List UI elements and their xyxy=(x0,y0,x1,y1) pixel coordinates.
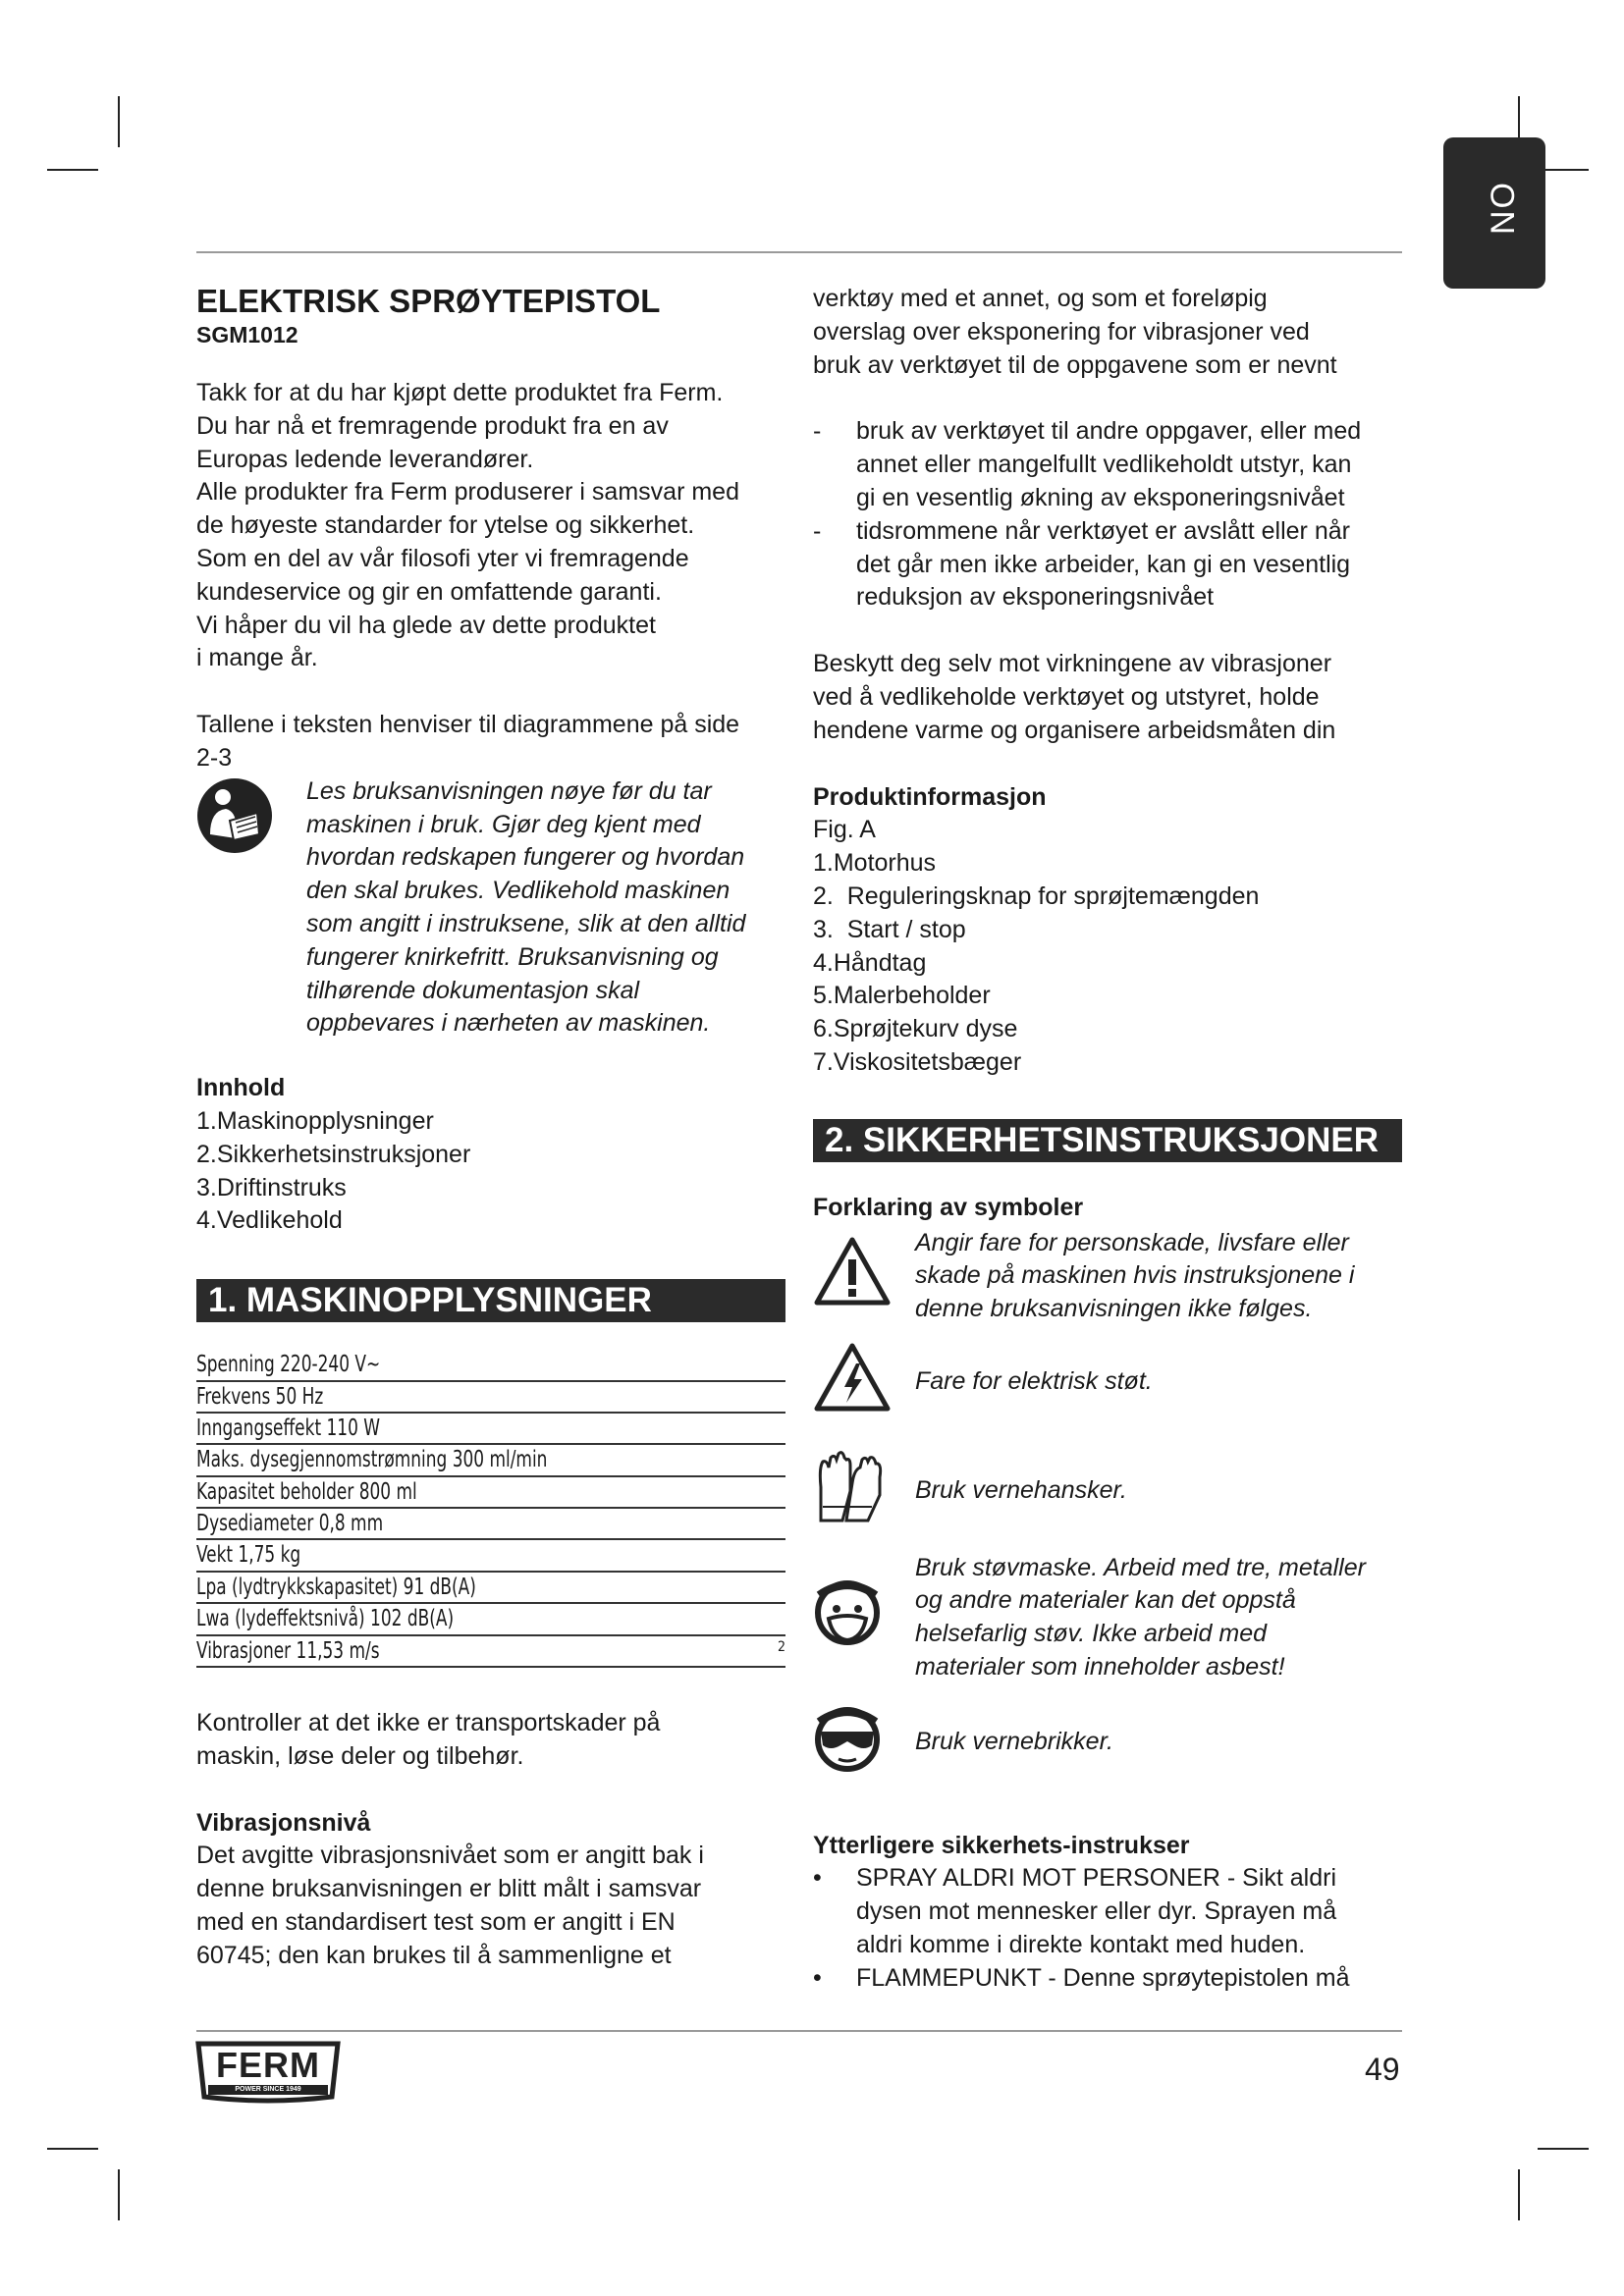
product-info-heading: Produktinformasjon xyxy=(813,782,1047,811)
list-item: • SPRAY ALDRI MOT PERSONER - Sikt aldri dysen mot mennesker eller dyr. Sprayen må aldri komme i direkte kontakt med huden. xyxy=(813,1864,1337,1958)
model-number: SGM1012 xyxy=(196,322,298,347)
list-item: - bruk av verktøyet til andre oppgaver, eller med annet eller mangelfullt vedlikeholdt utstyr, kan gi en vesentlig økning av eksponeringsnivået xyxy=(813,417,1362,511)
language-tab-label: NO xyxy=(1485,181,1522,235)
header-rule xyxy=(196,251,1402,253)
symbol-row: Bruk vernebrikker. xyxy=(813,1698,1402,1787)
dash-list xyxy=(813,415,1402,614)
transport-note: Kontroller at det ikke er transportskader på maskin, løse deler og tilbehør. xyxy=(196,1709,661,1770)
further-instructions-heading: Ytterligere sikkerhets-instrukser xyxy=(813,1831,1190,1859)
table-row: Vibrasjoner 11,53 m/s 2 xyxy=(196,1636,785,1668)
logo-text: FERM xyxy=(216,2045,320,2085)
list-item: 7.Viskositetsbæger xyxy=(813,1047,1022,1076)
list-item: - tidsrommene når verktøyet er avslått eller når det går men ikke arbeider, kan gi en vesentlig reduksjon av eksponeringsnivået xyxy=(813,516,1351,612)
list-item: 5.Malerbeholder xyxy=(813,982,991,1010)
page-number: 49 xyxy=(1365,2052,1400,2087)
intro-text: Takk for at du har kjøpt dette produktet fra Ferm. Du har nå et fremragende produkt fra en av Europas ledende leverandører. Alle produkter fra Ferm produserer i samsvar med de høyeste standarder for ytelse og sikkerhet. Som en del av vår filosofi yter vi fremragende kundeservice og gir en omfattende garanti. Vi håper du vil ha glede av dette produktet i mange år. xyxy=(196,379,739,672)
symbols-heading: Forklaring av symboler xyxy=(813,1193,1084,1221)
vibration-text: Det avgitte vibrasjonsnivået som er angitt bak i denne bruksanvisningen er blitt målt i samsvar med en standardisert test som er angitt i EN 60745; den kan brukes til å sammenligne et xyxy=(196,1842,704,1969)
manual-notice: Les bruksanvisningen nøye før du tar maskinen i bruk. Gjør deg kjent med hvordan redskapen fungerer og hvordan den skal brukes. Vedlikehold maskinen som angitt i instruksene, slik at den alltid fungerer knirkefritt. Bruksanvisning og tilhørende dokumentasjon skal oppbevares i nærheten av maskinen. xyxy=(196,775,785,1041)
electric-shock-icon xyxy=(813,1342,915,1422)
crop-mark xyxy=(1538,2148,1589,2150)
list-item: 3.Driftinstruks xyxy=(196,1173,347,1201)
list-item: 3. Start / stop xyxy=(813,915,966,943)
figure-label: Fig. A xyxy=(813,816,876,844)
list-item: • FLAMMEPUNKT - Denne sprøytepistolen må xyxy=(813,1963,1350,1992)
diagram-reference: Tallene i teksten henviser til diagrammene på side 2-3 xyxy=(196,711,740,772)
vibration-continued: verktøy med et annet, og som et foreløpig overslag over eksponering for vibrasjoner ved bruk av verktøyet til de oppgavene som er nevnt xyxy=(813,285,1337,379)
gloves-icon xyxy=(813,1448,915,1534)
table-row: Spenning 220-240 V~ xyxy=(196,1350,785,1381)
dust-mask-icon xyxy=(813,1574,915,1662)
list-item: 4.Håndtag xyxy=(813,948,927,977)
table-row: Frekvens 50 Hz xyxy=(196,1382,785,1414)
table-row: Lpa (lydtrykkskapasitet) 91 dB(A) xyxy=(196,1573,785,1604)
list-item: 1.Motorhus xyxy=(813,849,937,878)
section-2-heading: 2. SIKKERHETSINSTRUKSJONER xyxy=(813,1119,1402,1162)
section-1-heading: 1. MASKINOPPLYSNINGER xyxy=(196,1279,785,1322)
symbol-row: Angir fare for personskade, livsfare eller skade på maskinen hvis instruksjonene i denne bruksanvisningen ikke følges. xyxy=(813,1227,1402,1326)
ferm-logo xyxy=(194,2040,342,2105)
read-manual-icon xyxy=(196,775,306,864)
protect-text: Beskytt deg selv mot virkningene av vibrasjoner ved å vedlikeholde verktøyet og utstyret, holde hendene varme og organisere arbeidsmåten din xyxy=(813,650,1336,744)
bullet-list xyxy=(813,1862,1402,1995)
table-row: Kapasitet beholder 800 ml xyxy=(196,1477,785,1509)
right-column xyxy=(813,283,1402,1995)
list-item: 2.Sikkerhetsinstruksjoner xyxy=(196,1140,471,1168)
crop-mark xyxy=(118,96,120,147)
table-row: Lwa (lydeffektsnivå) 102 dB(A) xyxy=(196,1604,785,1635)
safety-goggles-icon xyxy=(813,1698,915,1787)
specs-table xyxy=(196,1350,785,1668)
symbol-row: Bruk støvmaske. Arbeid med tre, metaller og andre materialer kan det oppstå helsefarlig støv. Ikke arbeid med materialer som inneholder asbest! xyxy=(813,1552,1402,1684)
parts-list xyxy=(813,847,1402,1080)
table-row: Inngangseffekt 110 W xyxy=(196,1414,785,1445)
language-tab xyxy=(1443,137,1545,289)
vibration-heading: Vibrasjonsnivå xyxy=(196,1808,371,1837)
table-row: Maks. dysegjennomstrømning 300 ml/min xyxy=(196,1445,785,1476)
table-row: Dysediameter 0,8 mm xyxy=(196,1509,785,1540)
list-item: 4.Vedlikehold xyxy=(196,1206,343,1235)
contents-list xyxy=(196,1105,785,1238)
list-item: 1.Maskinopplysninger xyxy=(196,1106,434,1135)
symbol-row: Bruk vernehansker. xyxy=(813,1448,1402,1534)
crop-mark xyxy=(118,2169,120,2220)
symbol-row: Fare for elektrisk støt. xyxy=(813,1342,1402,1422)
footer-rule xyxy=(196,2030,1402,2032)
contents-heading: Innhold xyxy=(196,1074,286,1102)
list-item: 6.Sprøjtekurv dyse xyxy=(813,1015,1018,1043)
crop-mark xyxy=(1518,2169,1520,2220)
page-title: ELEKTRISK SPRØYTEPISTOL xyxy=(196,283,661,319)
table-row: Vekt 1,75 kg xyxy=(196,1540,785,1572)
logo-tagline: POWER SINCE 1949 xyxy=(235,2086,301,2093)
superscript: 2 xyxy=(777,1638,785,1655)
warning-triangle-icon xyxy=(813,1236,915,1316)
crop-mark xyxy=(47,2148,98,2150)
left-column xyxy=(196,283,785,1973)
crop-mark xyxy=(47,169,98,171)
list-item: 2. Reguleringsknap for sprøjtemængden xyxy=(813,881,1260,910)
